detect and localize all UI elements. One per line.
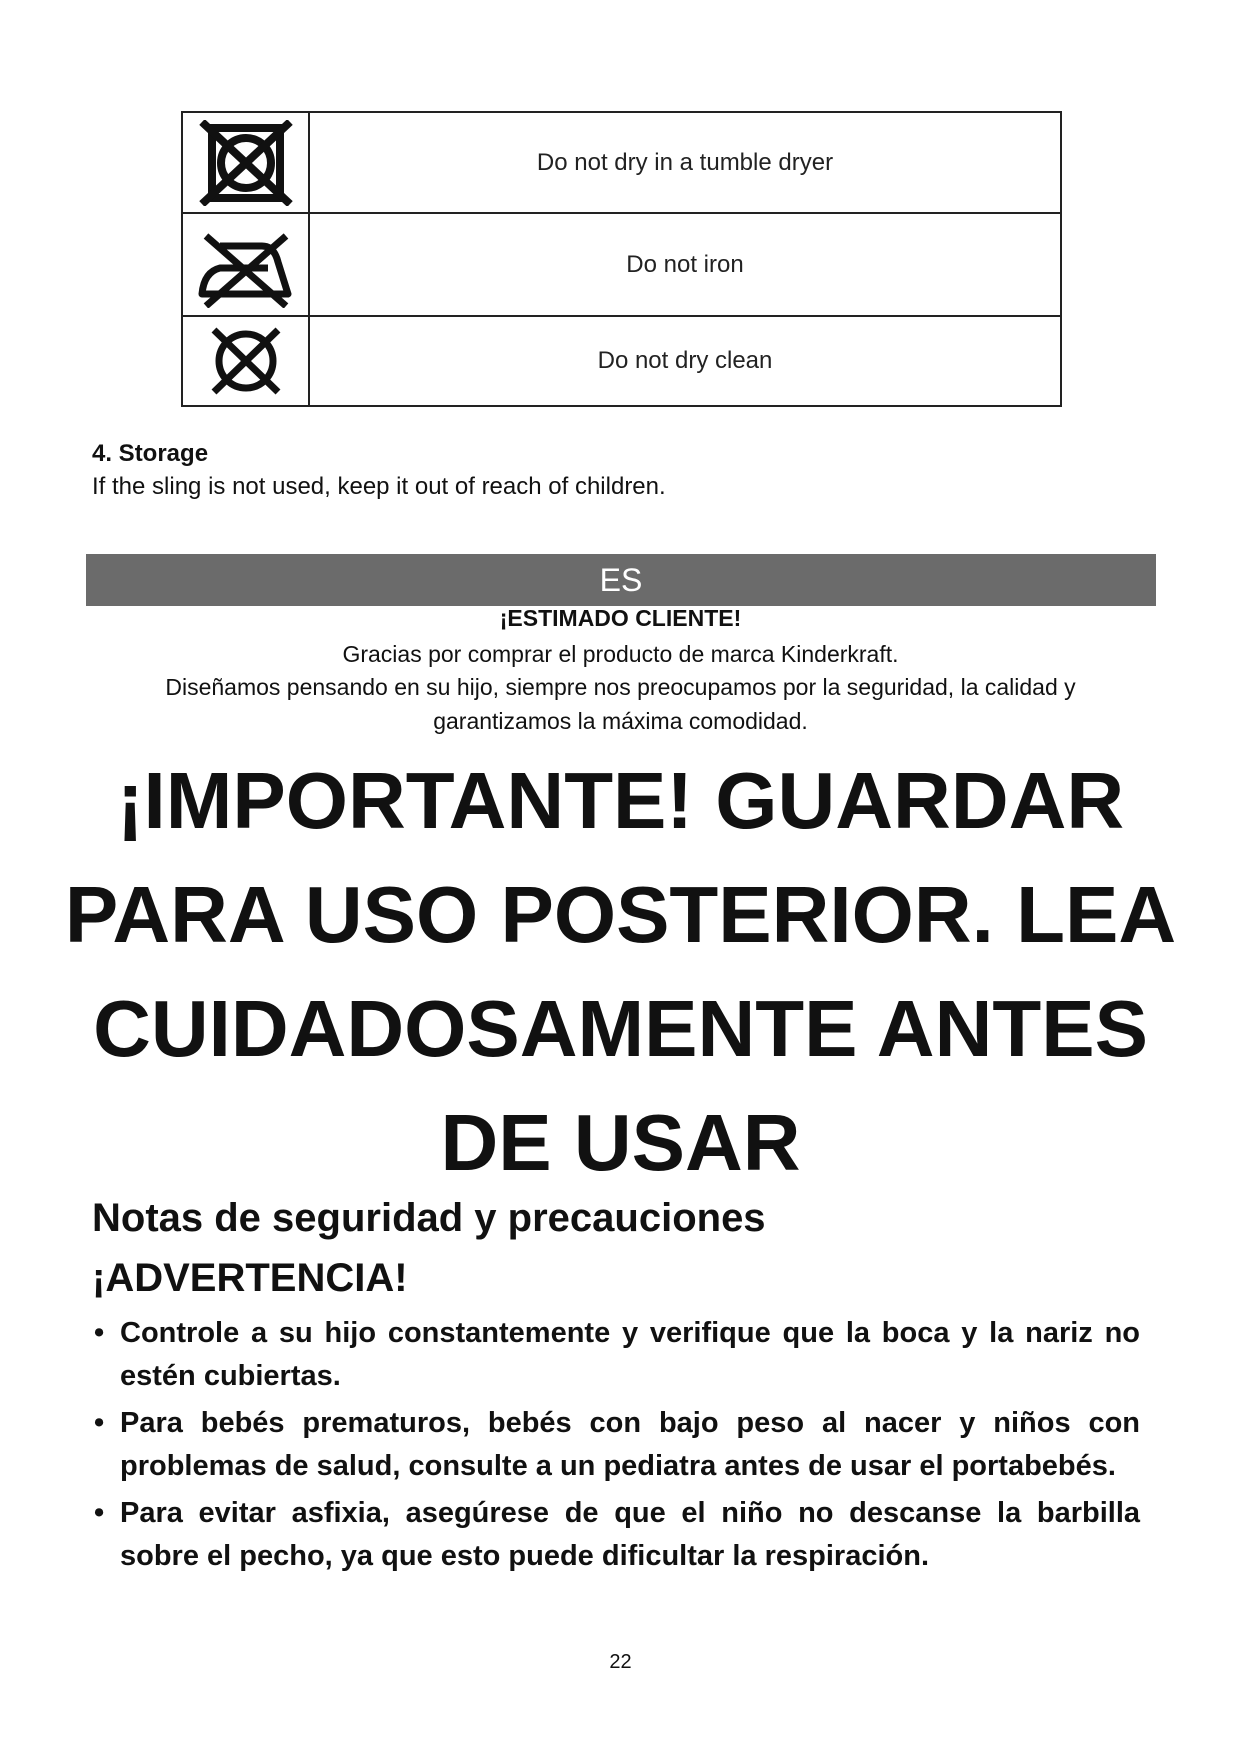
important-notice-title: ¡IMPORTANTE! GUARDAR PARA USO POSTERIOR. LEA CUIDADOSAMENTE ANTES DE USAR [64, 756, 1177, 1187]
list-item: • Para evitar asfixia, asegúrese de que el niño no descanse la barbilla sobre el pecho, ya que esto puede dificultar la respiración. [92, 1492, 1140, 1578]
list-item: • Controle a su hijo constantemente y verifique que la boca y la nariz no estén cubiertas. [92, 1312, 1140, 1398]
table-row [182, 316, 1061, 406]
list-item: • Para bebés prematuros, bebés con bajo peso al nacer y niños con problemas de salud, consulte a un pediatra antes de usar el portabebés. [92, 1402, 1140, 1488]
care-instruction: Do not iron [309, 213, 1061, 316]
intro-line: Gracias por comprar el producto de marca Kinderkraft. [342, 641, 899, 667]
page-number: 22 [609, 1651, 632, 1673]
safety-notes-heading: Notas de seguridad y precauciones [92, 1196, 766, 1240]
symbol-cell [182, 213, 309, 316]
no-dry-clean-icon [204, 324, 288, 398]
bullet-icon: • [94, 1497, 105, 1529]
bullet-icon: • [94, 1317, 105, 1349]
care-instruction: Do not dry clean [309, 316, 1061, 406]
symbol-cell [182, 316, 309, 406]
bullet-icon: • [94, 1407, 105, 1439]
warning-list [92, 1312, 1140, 1582]
no-iron-icon [196, 222, 296, 308]
table-row [182, 213, 1061, 316]
warning-heading: ¡ADVERTENCIA! [92, 1256, 408, 1300]
table-row [182, 112, 1061, 213]
greeting: ¡ESTIMADO CLIENTE! [499, 605, 742, 631]
care-symbols-table [181, 111, 1062, 407]
intro-line: garantizamos la máxima comodidad. [433, 708, 808, 734]
no-tumble-dry-icon [198, 120, 294, 206]
intro-line: Diseñamos pensando en su hijo, siempre nos preocupamos por la seguridad, la calidad y [165, 674, 1076, 700]
storage-text: If the sling is not used, keep it out of reach of children. [92, 473, 666, 500]
language-section-bar: ES [86, 554, 1156, 606]
symbol-cell [182, 112, 309, 213]
storage-heading: 4. Storage [92, 440, 209, 467]
care-instruction: Do not dry in a tumble dryer [309, 112, 1061, 213]
